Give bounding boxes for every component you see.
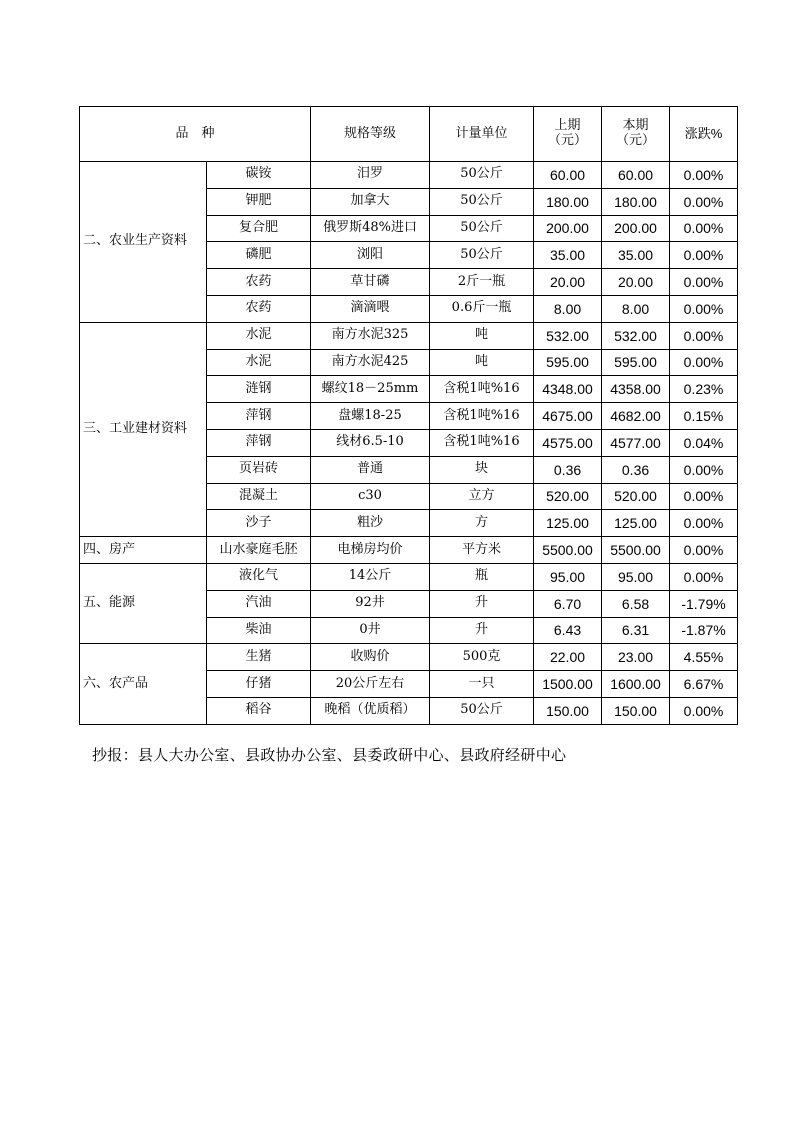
change-cell: 4.55% [670,644,738,671]
spec-cell: 加拿大 [311,188,430,215]
unit-cell: 平方米 [430,537,534,564]
curr-price-cell: 20.00 [602,269,670,296]
curr-price-cell: 35.00 [602,242,670,269]
change-cell: 0.00% [670,456,738,483]
header-change: 涨跌% [670,107,738,162]
item-cell: 水泥 [207,349,311,376]
prev-price-cell: 4675.00 [534,403,602,430]
spec-cell: c30 [311,483,430,510]
spec-cell: 汨罗 [311,162,430,189]
unit-cell: 瓶 [430,563,534,590]
header-prev-line1: 上期 [554,118,581,134]
spec-cell: 14公斤 [311,563,430,590]
unit-cell: 含税1吨%16 [430,403,534,430]
change-cell: -1.87% [670,617,738,644]
curr-price-cell: 60.00 [602,162,670,189]
curr-price-cell: 5500.00 [602,537,670,564]
change-cell: 0.00% [670,215,738,242]
spec-cell: 盘螺18-25 [311,403,430,430]
table-row [80,322,738,349]
spec-cell: 0井 [311,617,430,644]
unit-cell: 50公斤 [430,697,534,724]
unit-cell: 一只 [430,671,534,698]
curr-price-cell: 595.00 [602,349,670,376]
change-cell: 0.00% [670,242,738,269]
table-row [80,537,738,564]
change-cell: 0.00% [670,563,738,590]
unit-cell: 吨 [430,349,534,376]
prev-price-cell: 4575.00 [534,429,602,456]
change-cell: 0.00% [670,322,738,349]
unit-cell: 升 [430,590,534,617]
item-cell: 钾肥 [207,188,311,215]
prev-price-cell: 6.43 [534,617,602,644]
prev-price-cell: 520.00 [534,483,602,510]
distribution-note: 抄报：县人大办公室、县政协办公室、县委政研中心、县政府经研中心 [92,746,567,764]
change-cell: 0.00% [670,349,738,376]
change-cell: 0.23% [670,376,738,403]
category-cell: 五、能源 [80,563,207,643]
category-cell: 六、农产品 [80,644,207,724]
category-cell: 四、房产 [80,537,207,564]
price-table [79,106,738,725]
prev-price-cell: 5500.00 [534,537,602,564]
unit-cell: 50公斤 [430,215,534,242]
curr-price-cell: 23.00 [602,644,670,671]
unit-cell: 立方 [430,483,534,510]
spec-cell: 螺纹18－25mm [311,376,430,403]
spec-cell: 晚稻（优质稻） [311,697,430,724]
unit-cell: 0.6斤一瓶 [430,295,534,322]
spec-cell: 收购价 [311,644,430,671]
prev-price-cell: 4348.00 [534,376,602,403]
item-cell: 磷肥 [207,242,311,269]
spec-cell: 南方水泥325 [311,322,430,349]
curr-price-cell: 4682.00 [602,403,670,430]
prev-price-cell: 8.00 [534,295,602,322]
curr-price-cell: 6.58 [602,590,670,617]
curr-price-cell: 6.31 [602,617,670,644]
spec-cell: 普通 [311,456,430,483]
header-curr-line2: （元） [616,133,656,148]
item-cell: 沙子 [207,510,311,537]
header-prev-line2: （元） [548,133,588,148]
change-cell: 0.04% [670,429,738,456]
spec-cell: 20公斤左右 [311,671,430,698]
item-cell: 复合肥 [207,215,311,242]
unit-cell: 块 [430,456,534,483]
curr-price-cell: 200.00 [602,215,670,242]
item-cell: 萍钢 [207,429,311,456]
header-curr [602,107,670,162]
item-cell: 萍钢 [207,403,311,430]
unit-cell: 50公斤 [430,162,534,189]
curr-price-cell: 0.36 [602,456,670,483]
header-spec: 规格等级 [311,107,430,162]
prev-price-cell: 95.00 [534,563,602,590]
change-cell: 0.00% [670,510,738,537]
item-cell: 山水豪庭毛胚 [207,537,311,564]
table-body [80,162,738,725]
item-cell: 水泥 [207,322,311,349]
prev-price-cell: 180.00 [534,188,602,215]
item-cell: 汽油 [207,590,311,617]
item-cell: 稻谷 [207,697,311,724]
item-cell: 仔猪 [207,671,311,698]
unit-cell: 50公斤 [430,242,534,269]
spec-cell: 浏阳 [311,242,430,269]
unit-cell: 含税1吨%16 [430,376,534,403]
spec-cell: 线材6.5-10 [311,429,430,456]
spec-cell: 92井 [311,590,430,617]
curr-price-cell: 95.00 [602,563,670,590]
change-cell: 0.00% [670,537,738,564]
unit-cell: 升 [430,617,534,644]
unit-cell: 吨 [430,322,534,349]
prev-price-cell: 125.00 [534,510,602,537]
category-cell: 三、工业建材资料 [80,322,207,536]
item-cell: 生猪 [207,644,311,671]
unit-cell: 含税1吨%16 [430,429,534,456]
prev-price-cell: 595.00 [534,349,602,376]
spec-cell: 电梯房均价 [311,537,430,564]
prev-price-cell: 150.00 [534,697,602,724]
change-cell: 6.67% [670,671,738,698]
spec-cell: 俄罗斯48%进口 [311,215,430,242]
prev-price-cell: 532.00 [534,322,602,349]
header-prev [534,107,602,162]
curr-price-cell: 532.00 [602,322,670,349]
item-cell: 液化气 [207,563,311,590]
prev-price-cell: 0.36 [534,456,602,483]
spec-cell: 粗沙 [311,510,430,537]
curr-price-cell: 150.00 [602,697,670,724]
table-row [80,644,738,671]
item-cell: 农药 [207,269,311,296]
header-unit: 计量单位 [430,107,534,162]
table-row [80,162,738,189]
curr-price-cell: 8.00 [602,295,670,322]
prev-price-cell: 200.00 [534,215,602,242]
change-cell: 0.00% [670,188,738,215]
item-cell: 涟钢 [207,376,311,403]
spec-cell: 滴滴喂 [311,295,430,322]
prev-price-cell: 60.00 [534,162,602,189]
curr-price-cell: 520.00 [602,483,670,510]
item-cell: 柴油 [207,617,311,644]
item-cell: 农药 [207,295,311,322]
change-cell: 0.00% [670,697,738,724]
curr-price-cell: 4358.00 [602,376,670,403]
item-cell: 混凝土 [207,483,311,510]
category-cell: 二、农业生产资料 [80,162,207,323]
curr-price-cell: 1600.00 [602,671,670,698]
spec-cell: 南方水泥425 [311,349,430,376]
header-variety: 品 种 [80,107,311,162]
prev-price-cell: 20.00 [534,269,602,296]
change-cell: 0.00% [670,269,738,296]
spec-cell: 草甘磷 [311,269,430,296]
change-cell: -1.79% [670,590,738,617]
prev-price-cell: 22.00 [534,644,602,671]
change-cell: 0.00% [670,162,738,189]
prev-price-cell: 1500.00 [534,671,602,698]
unit-cell: 2斤一瓶 [430,269,534,296]
change-cell: 0.15% [670,403,738,430]
curr-price-cell: 4577.00 [602,429,670,456]
header-row [80,107,738,162]
unit-cell: 方 [430,510,534,537]
item-cell: 碳铵 [207,162,311,189]
prev-price-cell: 6.70 [534,590,602,617]
header-curr-line1: 本期 [622,118,649,134]
item-cell: 页岩砖 [207,456,311,483]
change-cell: 0.00% [670,483,738,510]
unit-cell: 500克 [430,644,534,671]
curr-price-cell: 180.00 [602,188,670,215]
change-cell: 0.00% [670,295,738,322]
curr-price-cell: 125.00 [602,510,670,537]
unit-cell: 50公斤 [430,188,534,215]
prev-price-cell: 35.00 [534,242,602,269]
table-row [80,563,738,590]
